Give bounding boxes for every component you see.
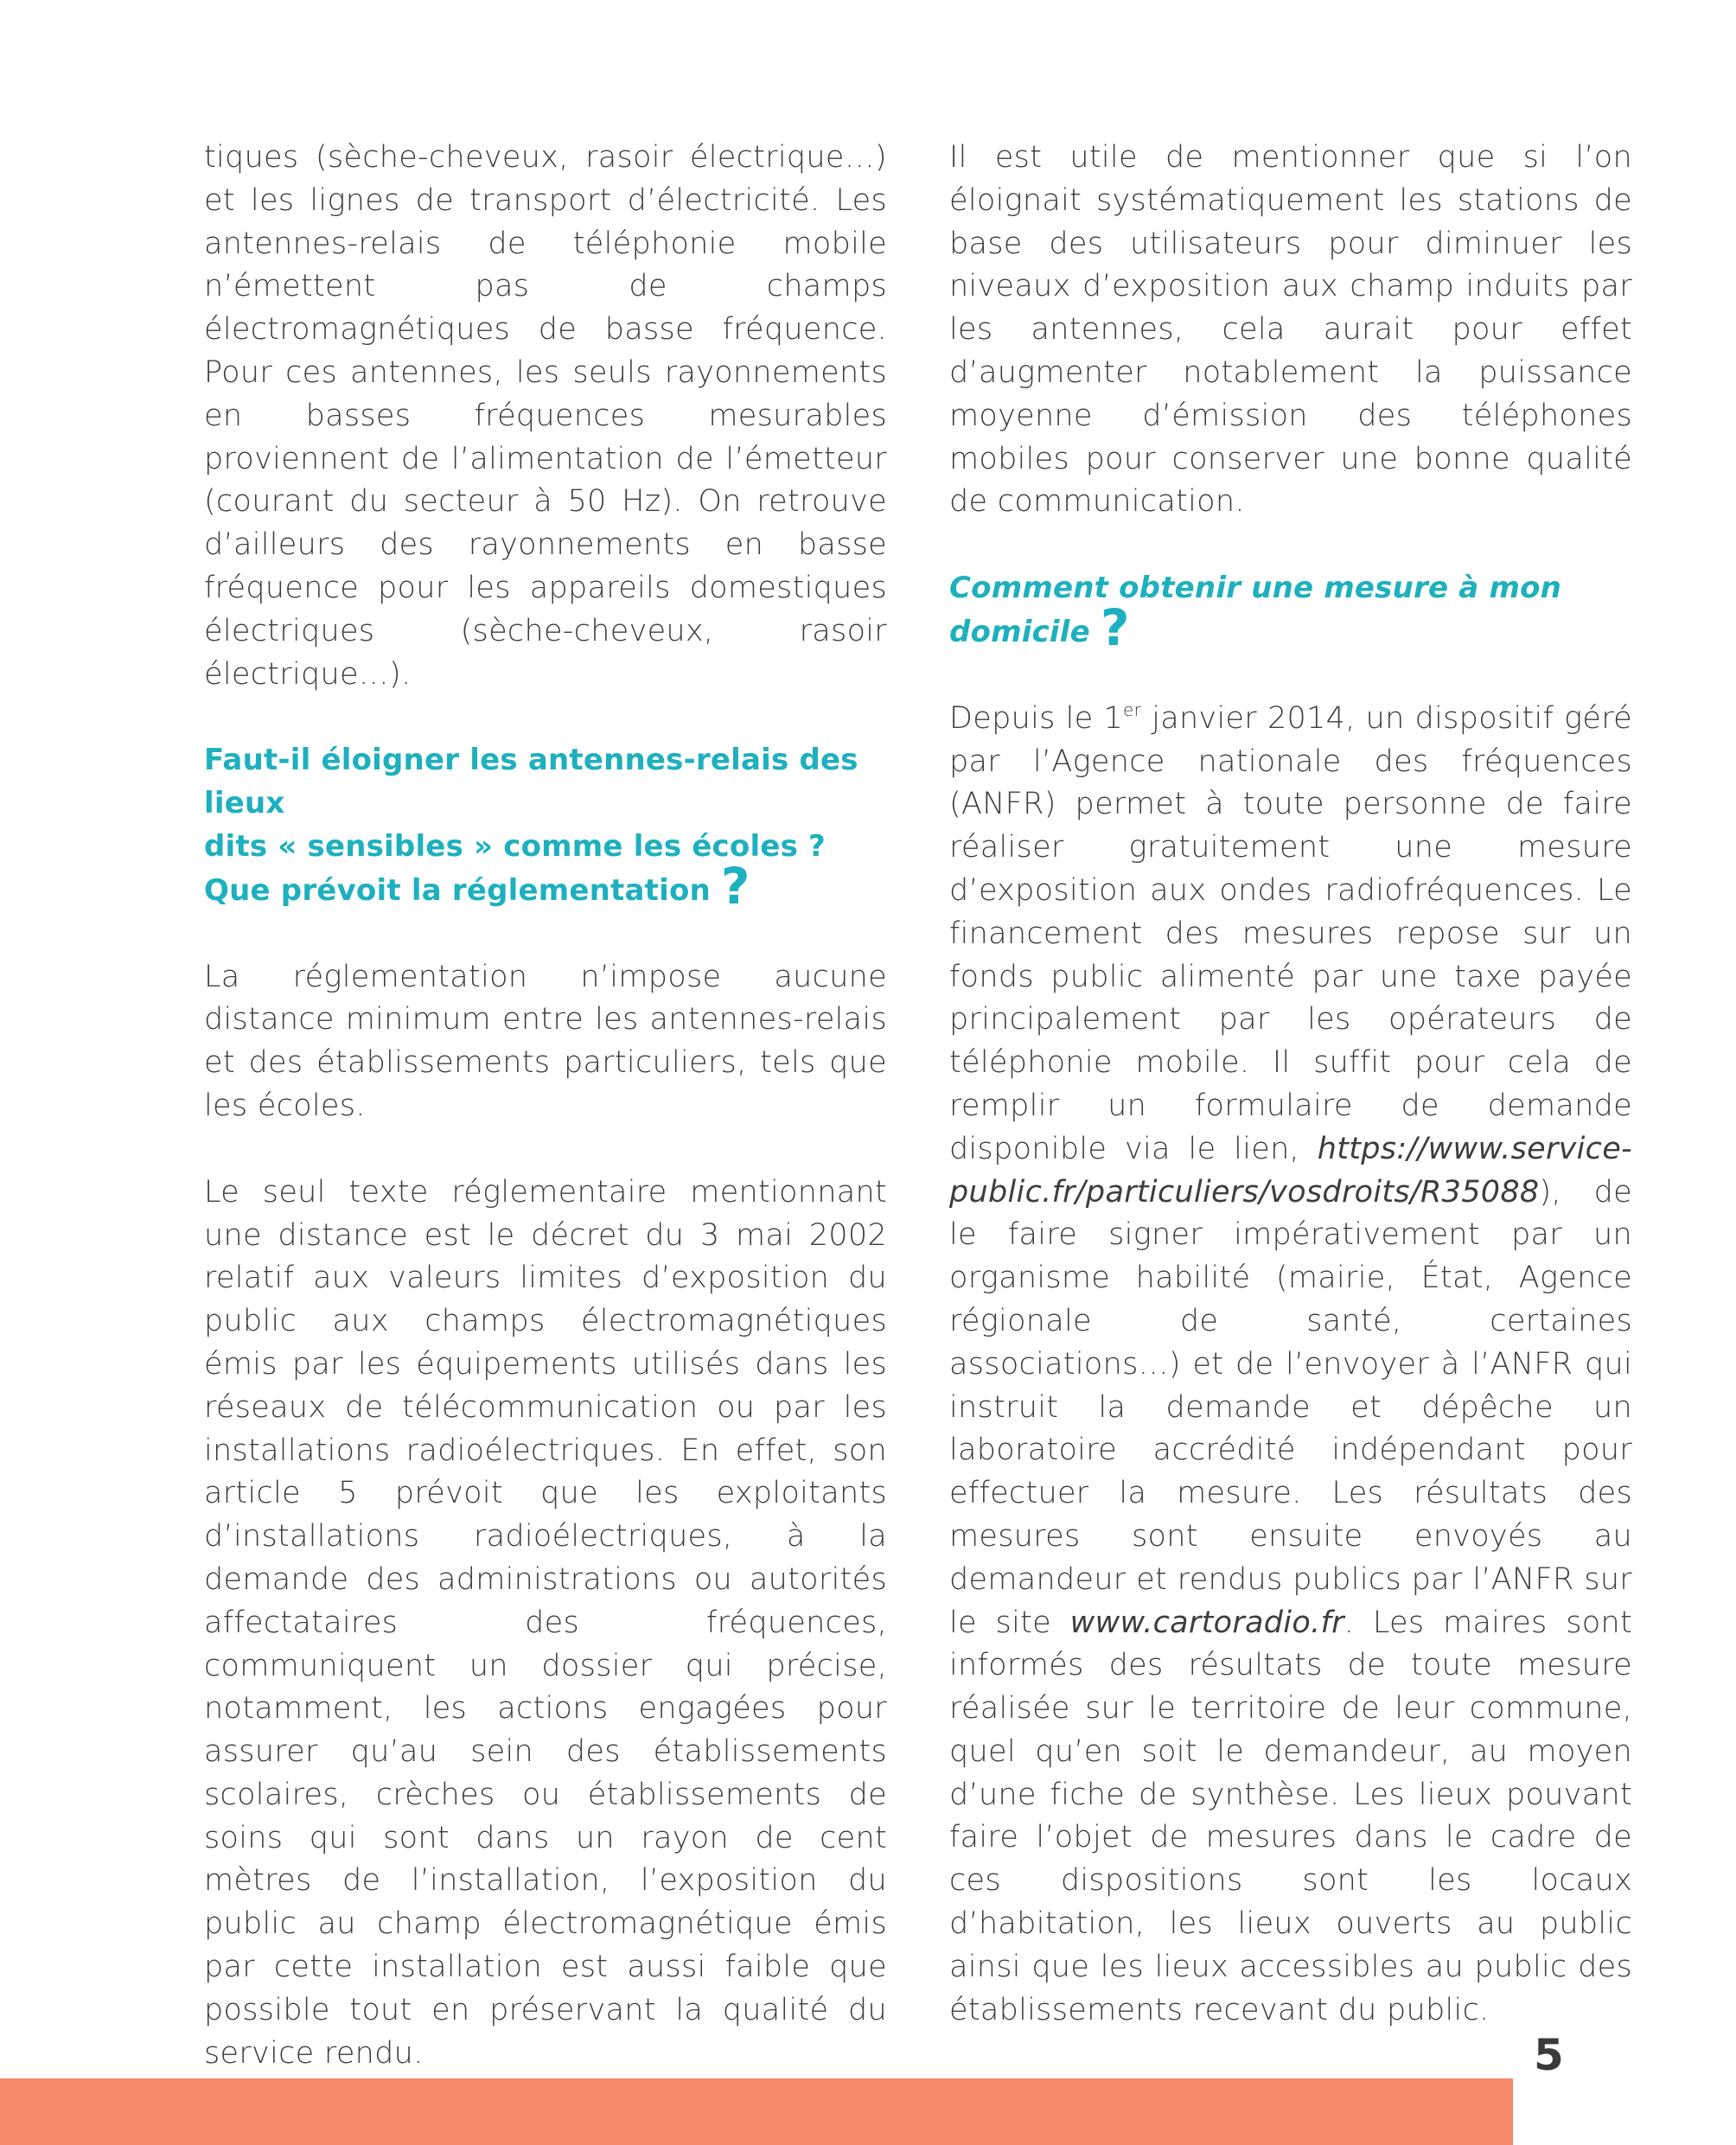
right-p2-text-d: . Les maires sont informés des résultats de toute mesure réalisée sur le territoire de leur commune, quel qu’en soit le demandeur, au moyen d’une fiche de synthèse. Les lieux pouvant faire l’objet de mesures dans le cadre de ces dispositions sont les locaux d’habitation, les lieux ouverts au public ainsi que les lieux accessibles au public des établissements recevant du public. (949, 1605, 1633, 2027)
question-mark-icon: ? (1100, 597, 1130, 657)
footer-bar (0, 2078, 1513, 2145)
right-p2-text-b: janvier 2014, un dispositif géré par l’Agence nationale des fréquences (ANFR) permet à toute personne de faire réaliser gratuitement une mesure d’exposition aux ondes radiofréquences. Le financement des mesures repose sur un fonds public alimenté par une taxe payée principalement par les opérateurs de téléphonie mobile. Il suffit pour cela de remplir un formulaire de demande disponible via le lien, (949, 700, 1633, 1166)
left-paragraph-2: La réglementation n’impose aucune distance minimum entre les antennes-relais et des établissements particuliers, tels que les écoles. (204, 959, 887, 1123)
left-heading-line-2: dits « sensibles » comme les écoles ? (204, 828, 826, 864)
right-paragraph-2 (949, 698, 1632, 2033)
left-paragraph-1: tiques (sèche-cheveux, rasoir électrique…) et les lignes de transport d’électricité. Les antennes-relais de téléphonie mobile n’émettent pas de champs électromagnétiques de basse fréquence. Pour ces antennes, les seuls rayonnements en basses fréquences mesurables proviennent de l’alimentation de l’émetteur (courant du secteur à 50 Hz). On retrouve d’ailleurs des rayonnements en basse fréquence pour les appareils domestiques électriques (sèche-cheveux, rasoir électrique…). (204, 140, 887, 692)
right-column (949, 137, 1632, 2032)
right-p2-text-c: ), de le faire signer impérativement par un organisme habilité (mairie, État, Agence régionale de santé, certaines associations…) et de l’envoyer à l’ANFR qui instruit la demande et dépêche un laboratoire accrédité indépendant pour effectuer la mesure. Les résultats des mesures sont ensuite envoyés au demandeur et rendus publics par l’ANFR sur le site (949, 1174, 1632, 1640)
right-section-heading (949, 567, 1632, 657)
left-section-heading (204, 739, 887, 916)
service-public-link[interactable]: https://www.service-public.fr/particuliers/vosdroits/R35088 (949, 1131, 1632, 1210)
left-column (204, 137, 887, 2075)
question-mark-icon: ? (720, 856, 750, 916)
left-heading-line-3: Que prévoit la réglementation (204, 872, 711, 908)
cartoradio-link[interactable]: www.cartoradio.fr (1069, 1605, 1344, 1640)
right-heading-line-2: domicile (949, 614, 1090, 649)
right-paragraph-1: Il est utile de mentionner que si l’on éloignait systématiquement les stations de base des utilisateurs pour diminuer les niveaux d’exposition aux champ induits par les antennes, cela aurait pour effet d’augmenter notablement la puissance moyenne d’émission des téléphones mobiles pour conserver une bonne qualité de communication. (949, 140, 1632, 520)
page-number: 5 (1534, 2030, 1564, 2080)
left-heading-line-1: Faut-il éloigner les antennes-relais des lieux (204, 743, 858, 821)
right-p2-text-a: Depuis le 1 (949, 700, 1124, 736)
right-heading-line-1: Comment obtenir une mesure à mon (949, 571, 1562, 606)
left-paragraph-3: Le seul texte réglementaire mentionnant une distance est le décret du 3 mai 2002 relatif aux valeurs limites d’exposition du public aux champs électromagnétiques émis par les équipements utilisés dans les réseaux de télécommunication ou par les installations radioélectriques. En effet, son article 5 prévoit que les exploitants d’installations radioélectriques, à la demande des administrations ou autorités affectataires des fréquences, communiquent un dossier qui précise, notamment, les actions engagées pour assurer qu’au sein des établissements scolaires, crèches ou établissements de soins qui sont dans un rayon de cent mètres de l’installation, l’exposition du public au champ électromagnétique émis par cette installation est aussi faible que possible tout en préservant la qualité du service rendu. (204, 1174, 887, 2071)
ordinal-superscript: er (1123, 699, 1142, 720)
